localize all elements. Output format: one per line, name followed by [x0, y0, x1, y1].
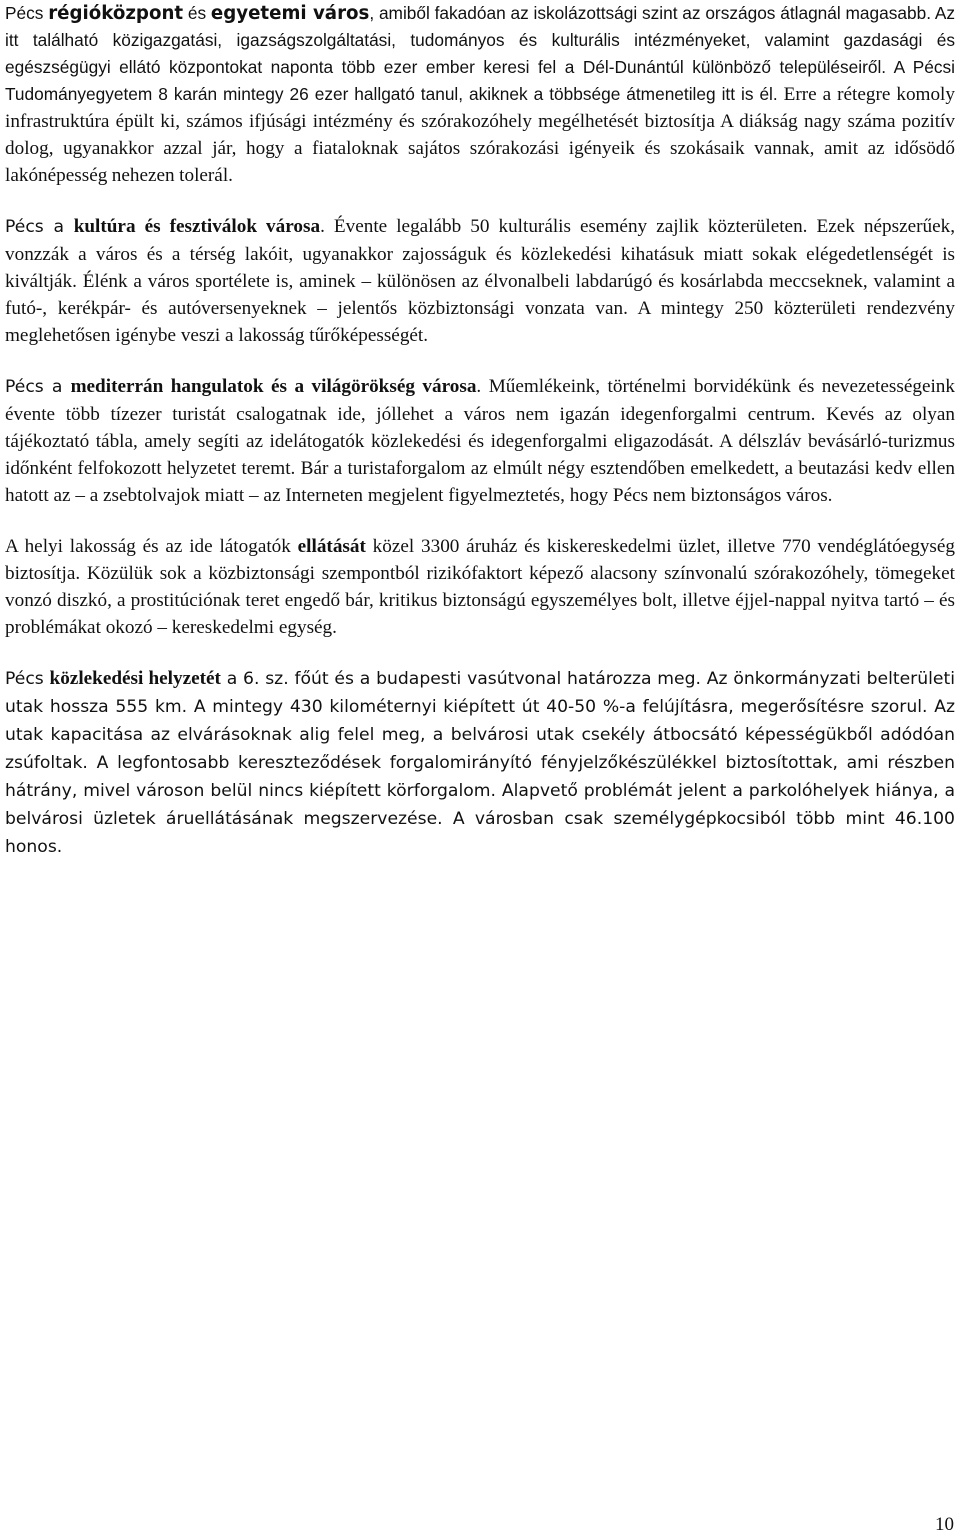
text-run: és	[183, 3, 211, 23]
emphasis-supply: ellátását	[297, 536, 366, 557]
paragraph-mediterranean-heritage	[5, 373, 955, 509]
text-run: . Évente legalább 50 kulturális esemény zajlik közterületen. Ezek népszerűek, vonzzák a város és a térség lakóit, ugyanakkor zajosságuk és közlekedési kihatásuk miatt sokak elégedetlenségét is kiváltják. Élénk a város sportélete is, aminek – különösen az élvonalbeli labdarúgó és kosárlabda meccseknek, valamint a futó-, kerékpár- és autóversenyeknek – jelentős közbiztonsági vonzata van. A mintegy 250 közterületi rendezvény meglehetősen igénybe veszi a lakosság tűrőképességét.	[5, 216, 955, 346]
emphasis-university-city: egyetemi város	[210, 3, 370, 24]
text-run: Erre a rétegre komoly infrastruktúra épült ki, számos ifjúsági intézmény és szórakozóhely megélhetését biztosítja A diákság nagy száma pozitív dolog, ugyanakkor azzal jár, hogy a fiataloknak sajátos szórakozási igényeik és szokásaik vannak, amit az idősödő lakónépesség nehezen tolerál.	[5, 84, 955, 186]
text-run: a 6. sz. főút és a budapesti vasútvonal határozza meg. Az önkormányzati belterületi utak hossza 555 km. A mintegy 430 kilométernyi kiépített út 40-50 %-a felújításra, megerősítésre szorul. Az utak kapacitása az elvárásoknak alig felel meg, a belvárosi utak csekély átbocsátó képességükből adódóan zsúfoltak. A legfontosabb kereszteződések forgalomirányító fényjelzőkészülékkel biztosítottak, ami részben hátrány, mivel városon belül nincs kiépített körforgalom. Alapvető problémát jelent a parkolóhelyek hiánya, a belvárosi üzletek áruellátásának megszervezése. A városban csak személygépkocsiból több mint 46.100 honos.	[5, 669, 955, 857]
page-number: 10	[935, 1514, 954, 1535]
paragraph-supply	[5, 533, 955, 641]
emphasis-regional-center: régióközpont	[48, 3, 184, 24]
paragraph-culture-festivals	[5, 213, 955, 349]
paragraph-transport	[5, 665, 955, 861]
text-run: Pécs a	[5, 377, 71, 397]
document-page	[5, 0, 955, 861]
emphasis-transport: közlekedési helyzetét	[49, 668, 221, 689]
text-run: Pécs a	[5, 217, 74, 237]
text-run: Pécs	[5, 669, 50, 689]
paragraph-regional-center	[5, 0, 955, 189]
text-run: A helyi lakosság és az ide látogatók	[5, 536, 298, 557]
emphasis-mediterranean-heritage: mediterrán hangulatok és a világörökség városa	[70, 376, 477, 397]
text-run: , amiből fakadóan az iskolázottsági szint az országos átlagnál magasabb. Az itt található közigazgatási, igazságszolgáltatási, tudományos és kulturális intézményeket, valamint gazdasági és egészségügyi ellátó központokat naponta több ezer ember keresi fel a Dél-Dunántúl különböző településeiről. A Pécsi Tudományegyetem 8 karán mintegy 26 ezer hallgató tanul, akiknek a többsége átmenetileg itt is él.	[5, 3, 955, 104]
text-run: . Műemlékeink, történelmi borvidékünk és nevezetességeink évente több tízezer turistát csalogatnak ide, jóllehet a város nem igazán idegenforgalmi centrum. Kevés az olyan tájékoztató tábla, amely segíti az idelátogatók közlekedési és idegenforgalmi eligazodását. A délszláv bevásárló-turizmus időnként felfokozott helyzetet teremt. Bár a turistaforgalom az elmúlt négy esztendőben emelkedett, a beutazási kedv ellen hatott az – a zsebtolvajok miatt – az Interneten megjelent figyelmeztetés, hogy Pécs nem biztonságos város.	[5, 376, 955, 506]
text-run: Pécs	[5, 3, 49, 23]
text-run: közel 3300 áruház és kiskereskedelmi üzlet, illetve 770 vendéglátóegység biztosítja. Közülük sok a közbiztonsági szempontból rizikófaktort képező alacsony színvonalú szórakozóhely, tömegeket vonzó diszkó, a prostitúciónak teret engedő bár, kritikus biztonságú egyszemélyes bolt, illetve éjjel-nappal nyitva tartó – és problémákat okozó – kereskedelmi egység.	[5, 536, 955, 638]
emphasis-culture-festivals: kultúra és fesztiválok városa	[73, 216, 321, 237]
